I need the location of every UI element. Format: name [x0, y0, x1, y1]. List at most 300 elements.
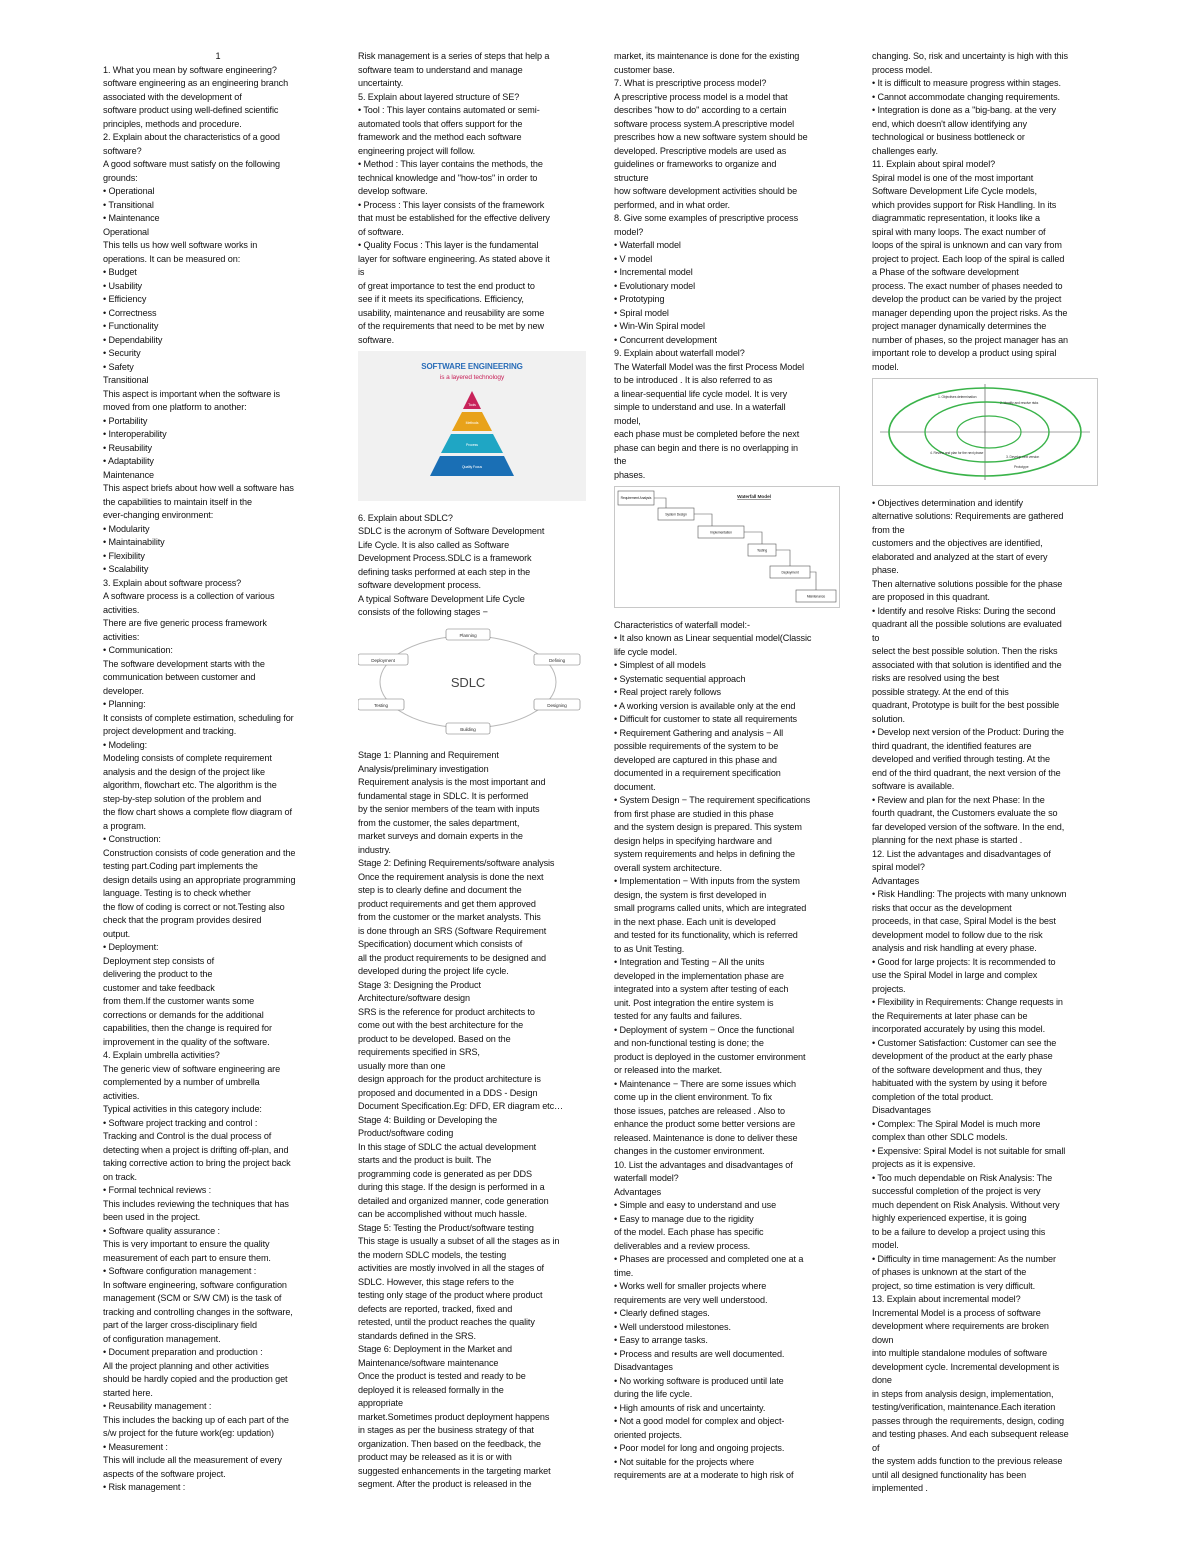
text-line: • Simple and easy to understand and use — [614, 1200, 777, 1210]
text-line: see if it meets its specifications. Efficiency, — [358, 294, 524, 304]
text-line: • Not a good model for complex and object- — [614, 1416, 785, 1426]
text-line: from the customer or the market analysts. This — [358, 912, 541, 922]
text-line: structure — [614, 172, 649, 183]
sdlc-stage-defining — [534, 654, 580, 665]
text-line: • Identify and resolve Risks: During the second — [872, 605, 1056, 616]
text-line: • It also known as Linear sequential model(Classic — [614, 633, 812, 643]
text-line: This stage is usually a subset of all the stages as in — [358, 1236, 560, 1246]
text-line: a program. — [103, 820, 146, 831]
text-line: moved from one platform to another: — [103, 402, 247, 412]
text-line: of configuration management. — [103, 1333, 221, 1344]
text-line: risks that occur as the development — [872, 902, 1012, 913]
text-line: • Too much dependable on Risk Analysis: The — [872, 1172, 1053, 1183]
text-line: corrections or demands for the additional — [103, 1009, 264, 1020]
text-line: organization. Then based on the feedback, the — [358, 1438, 541, 1449]
text-line: software product using well-defined scientific — [103, 105, 279, 115]
text-line: • Spiral model — [614, 307, 669, 318]
text-line: SRS is the reference for product architects to — [358, 1006, 535, 1017]
waterfall-step-maintenance — [796, 590, 836, 602]
text-line: associated with that solution is identified and the — [872, 659, 1062, 670]
svg-text:Testing: Testing — [374, 702, 388, 708]
text-line: software engineering as an engineering branch — [103, 78, 289, 88]
text-line: In this stage of SDLC the actual development — [358, 1141, 537, 1152]
text-line: The Waterfall Model was the first Process Model — [614, 361, 805, 372]
text-line: • Software quality assurance : — [103, 1225, 220, 1236]
text-line: documented in a requirement specification — [614, 768, 781, 778]
text-line: • Cannot accommodate changing requirements. — [872, 91, 1060, 102]
text-line: Typical activities in this category include: — [103, 1104, 262, 1114]
text-line: • Well understood milestones. — [614, 1321, 731, 1332]
text-line: Then alternative solutions possible for the phase — [872, 578, 1063, 589]
text-line: complex than other SDLC models. — [872, 1132, 1008, 1142]
text-line: challenges early. — [872, 145, 938, 156]
pyramid-label-methods: Methods — [465, 421, 479, 425]
text-line: time. — [614, 1267, 634, 1278]
text-line: on track. — [103, 1171, 137, 1182]
pyramid-label-process: Process — [466, 443, 478, 447]
text-line: • Phases are processed and completed one at a — [614, 1254, 804, 1264]
waterfall-step-testing — [748, 544, 776, 556]
text-line: from them.If the customer wants some — [103, 996, 255, 1006]
text-line: • High amounts of risk and uncertainty. — [614, 1402, 766, 1413]
text-line: done — [872, 1375, 892, 1385]
text-line: • Software project tracking and control : — [103, 1117, 258, 1128]
text-line: requirements are very well understood. — [614, 1294, 768, 1305]
text-line: developed and verified through testing. At the — [872, 754, 1050, 764]
text-line: associated with the development of — [103, 91, 242, 102]
text-line: 13. Explain about incremental model? — [872, 1294, 1021, 1304]
text-line: much dependent on Risk Analysis. Without very — [872, 1199, 1060, 1210]
text-line: • Measurement : — [103, 1441, 168, 1452]
text-line: This aspect briefs about how well a software has — [103, 483, 294, 493]
text-line: developed are captured in this phase and — [614, 754, 777, 765]
text-line: fundamental stage in SDLC. It is performed — [358, 790, 529, 801]
col4-text-a — [872, 50, 1100, 374]
text-line: A prescriptive process model is a model that — [614, 91, 788, 102]
text-line: • Poor model for long and ongoing projects. — [614, 1443, 785, 1453]
text-line: s/w project for the future work(eg: updation) — [103, 1428, 274, 1438]
text-line: 3. Explain about software process? — [103, 577, 242, 588]
layered-technology-figure — [358, 351, 586, 506]
text-line: 7. What is prescriptive process model? — [614, 78, 767, 88]
text-line: • Adaptability — [103, 456, 154, 466]
text-line: Advantages — [614, 1186, 662, 1197]
text-line: habituated with the system by using it before — [872, 1078, 1047, 1088]
waterfall-title: Waterfall Model — [737, 495, 771, 500]
text-line: aspects of the software project. — [103, 1468, 226, 1479]
text-line: 11. Explain about spiral model? — [872, 159, 996, 169]
text-line: far developed version of the software. In the end, — [872, 821, 1065, 832]
text-line: important role to develop a product using spiral — [872, 348, 1057, 358]
text-line: describes "how to do" according to a certain — [614, 105, 787, 115]
text-line: uncertainty. — [358, 78, 404, 88]
text-line: performed, and in what order. — [614, 199, 730, 210]
text-line: SDLC is the acronym of Software Development — [358, 526, 545, 536]
text-line: to be introduced . It is also referred to as — [614, 375, 773, 385]
text-line: Stage 5: Testing the Product/software testing — [358, 1222, 534, 1233]
text-line: 9. Explain about waterfall model? — [614, 348, 745, 358]
spiral-quadrant-4: 4. Review and plan for the next phase — [930, 451, 984, 455]
text-line: phase can begin and there is no overlapping in — [614, 442, 798, 453]
text-line: measurement of each part to ensure them. — [103, 1252, 271, 1263]
svg-text:Deployment: Deployment — [371, 657, 395, 663]
text-line: loops of the spiral is unknown and can vary from — [872, 240, 1062, 250]
text-line: • Integration is done as a "big-bang. at the very — [872, 105, 1057, 115]
text-line: project to project. Each loop of the spiral is called — [872, 253, 1065, 264]
text-line: retested, until the product reaches the quality — [358, 1317, 535, 1327]
text-line: quadrant, Prototype is built for the best possible — [872, 700, 1060, 710]
text-line: overall system architecture. — [614, 862, 722, 873]
svg-text:System Design: System Design — [665, 512, 687, 517]
text-line: • Good for large projects: It is recommended to — [872, 956, 1056, 967]
text-line: • Software configuration management : — [103, 1266, 257, 1276]
text-line: guidelines or frameworks to organize and — [614, 159, 777, 169]
text-line: activities: — [103, 631, 140, 642]
text-line: language. Testing is to check whether — [103, 888, 251, 898]
text-line: • Modeling: — [103, 739, 148, 750]
text-line: • Functionality — [103, 321, 159, 331]
waterfall-step-deployment — [770, 566, 810, 578]
text-line: development of the product at the early phase — [872, 1051, 1053, 1061]
svg-text:Requirement Analysis: Requirement Analysis — [620, 496, 652, 500]
text-line: document. — [614, 781, 656, 792]
text-line: of the model. Each phase has specific — [614, 1227, 764, 1237]
text-line: passes through the requirements, design, coding — [872, 1415, 1064, 1426]
text-line: small programs called units, which are integrated — [614, 903, 807, 913]
text-line: project manager dynamically determines the — [872, 321, 1047, 331]
text-line: This includes the backing up of each part of the — [103, 1414, 289, 1425]
text-line: Architecture/software design — [358, 993, 470, 1003]
text-line: • System Design − The requirement specifications — [614, 795, 811, 805]
text-line: • Document preparation and production : — [103, 1347, 263, 1357]
waterfall-figure — [614, 486, 842, 613]
text-line: starts and the product is built. The — [358, 1155, 492, 1165]
waterfall-diagram — [614, 486, 840, 608]
text-line: software. — [358, 334, 394, 345]
text-line: model. — [872, 361, 899, 372]
text-line: are proposed in this quadrant. — [872, 592, 990, 602]
svg-text:Defining: Defining — [548, 657, 566, 663]
column-4 — [872, 50, 1100, 1496]
text-line: Deployment step consists of — [103, 955, 215, 966]
text-line: the flow of coding is correct or not.Testing also — [103, 901, 285, 912]
text-line: • Concurrent development — [614, 334, 717, 345]
text-line: 12. List the advantages and disadvantages of — [872, 848, 1051, 859]
svg-text:Implementation: Implementation — [710, 530, 732, 535]
text-line: number of phases, so the project manager has an — [872, 334, 1068, 345]
text-line: Stage 1: Planning and Requirement — [358, 750, 499, 760]
text-line: developer. — [103, 685, 144, 696]
text-line: implemented . — [872, 1483, 928, 1493]
text-line: risks are resolved using the best — [872, 673, 1000, 683]
text-line: activities. — [103, 1090, 140, 1101]
text-line: changes in the customer environment. — [614, 1146, 765, 1156]
text-line: project development and tracking. — [103, 726, 237, 736]
text-line: completion of the total product. — [872, 1091, 994, 1102]
text-line: communication between customer and — [103, 672, 256, 682]
text-line: during this stage. If the design is performed in a — [358, 1182, 545, 1192]
text-line: • Communication: — [103, 645, 173, 655]
text-line: possible strategy. At the end of this — [872, 686, 1009, 697]
svg-text:Testing: Testing — [756, 548, 768, 553]
text-line: project, so time estimation is very difficult. — [872, 1280, 1036, 1291]
text-line: Maintenance/software maintenance — [358, 1357, 499, 1368]
text-line: proceeds, in that case, Spiral Model is the best — [872, 916, 1056, 926]
text-line: a linear-sequential life cycle model. It is very — [614, 388, 788, 399]
text-line: • Operational — [103, 186, 155, 196]
col2-text-c — [358, 749, 586, 1492]
text-line: • Usability — [103, 280, 142, 291]
text-line: from the — [872, 524, 905, 535]
text-line: the capabilities to maintain itself in the — [103, 496, 252, 507]
text-line: activities. — [103, 604, 140, 615]
text-line: simple to understand and use. In a waterfall — [614, 402, 786, 412]
text-line: A typical Software Development Life Cycle — [358, 593, 525, 604]
text-line: taking corrective action to bring the project back — [103, 1158, 291, 1168]
text-line: come up in the client environment. To fix — [614, 1092, 772, 1102]
text-line: appropriate — [358, 1398, 403, 1408]
text-line: of — [872, 1442, 880, 1453]
text-line: part of the larger cross-disciplinary field — [103, 1320, 257, 1330]
text-line: Stage 3: Designing the Product — [358, 979, 481, 990]
text-line: • Objectives determination and identify — [872, 497, 1023, 508]
text-line: It consists of complete estimation, scheduling for — [103, 712, 294, 723]
text-line: A good software must satisfy on the following — [103, 159, 280, 169]
text-line: deployed it is released formally in the — [358, 1384, 504, 1395]
text-line: • Maintainability — [103, 537, 165, 547]
text-line: of the requirements that need to be met by new — [358, 321, 544, 331]
text-line: analysis and the design of the project like — [103, 766, 266, 777]
pyramid-diagram — [358, 351, 586, 501]
text-line: Characteristics of waterfall model:- — [614, 619, 750, 630]
text-line: prescribes how a new software system should be — [614, 132, 808, 142]
text-line: fourth quadrant, the Customers evaluate the so — [872, 808, 1058, 818]
column-3 — [614, 50, 842, 1483]
text-line: projects as it is expensive. — [872, 1159, 976, 1169]
text-line: Operational — [103, 226, 149, 237]
text-line: released. Maintenance is done to deliver these — [614, 1132, 798, 1143]
text-line: • Dependability — [103, 334, 163, 345]
text-line: ever-changing environment: — [103, 510, 214, 520]
text-line: SDLC. However, this stage refers to the — [358, 1276, 514, 1287]
text-line: • Maintenance − There are some issues which — [614, 1078, 796, 1089]
spiral-quadrant-2: 2. Identify and resolve risks — [1000, 401, 1039, 405]
text-line: each phase must be completed before the next — [614, 429, 800, 439]
text-line: proposed and documented in a DDS - Design — [358, 1087, 538, 1098]
text-line: come out with the best architecture for the — [358, 1020, 524, 1030]
text-line: development cycle. Incremental development is — [872, 1361, 1060, 1372]
text-line: requirements specified in SRS, — [358, 1047, 480, 1057]
text-line: software is available. — [872, 781, 955, 791]
text-line: third quadrant, the identified features are — [872, 740, 1032, 751]
column-2 — [358, 50, 586, 1492]
text-line: Analysis/preliminary investigation — [358, 763, 489, 774]
text-line: This includes reviewing the techniques that has — [103, 1198, 289, 1209]
text-line: management (SCM or S/W CM) is the task of — [103, 1293, 282, 1303]
text-line: model? — [614, 226, 644, 237]
text-line: phases. — [614, 469, 646, 480]
text-line: suggested enhancements in the targeting market — [358, 1465, 551, 1476]
text-line: is done through an SRS (Software Requirement — [358, 925, 547, 936]
text-line: end, which doesn't allow identifying any — [872, 118, 1027, 129]
text-line: • Win-Win Spiral model — [614, 321, 705, 331]
spiral-diagram — [872, 378, 1098, 486]
sdlc-stage-deployment — [358, 654, 408, 665]
text-line: • Prototyping — [614, 294, 665, 304]
text-line: • Complex: The Spiral Model is much more — [872, 1118, 1041, 1129]
text-line: • Easy to manage due to the rigidity — [614, 1213, 754, 1224]
text-line: software development process. — [358, 580, 481, 590]
sdlc-stage-building — [446, 723, 490, 734]
text-line: waterfall model? — [614, 1173, 679, 1183]
svg-text:Maintenance: Maintenance — [806, 594, 826, 599]
text-line: • Deployment of system − Once the functional — [614, 1024, 794, 1035]
text-line: customer and take feedback — [103, 982, 215, 993]
svg-text:Designing: Designing — [547, 702, 567, 708]
text-line: the flow chart shows a complete flow diagram of — [103, 807, 292, 817]
text-line: life cycle model. — [614, 646, 677, 657]
text-line: and the system design is prepared. This system — [614, 822, 802, 832]
column-1 — [103, 50, 333, 1495]
text-line: oriented projects. — [614, 1429, 682, 1440]
text-line: • Customer Satisfaction: Customer can see the — [872, 1037, 1057, 1048]
text-line: of the software development and thus, they — [872, 1064, 1042, 1075]
text-line: • Flexibility in Requirements: Change requests in — [872, 997, 1063, 1007]
text-line: technical knowledge and "how-tos" in order to — [358, 172, 538, 183]
text-line: how software development activities should be — [614, 186, 798, 196]
text-line: • V model — [614, 253, 653, 264]
text-line: • Difficult for customer to state all requirements — [614, 714, 797, 724]
text-line: • Formal technical reviews : — [103, 1185, 212, 1195]
text-line: been used in the project. — [103, 1212, 201, 1222]
text-line: • Maintenance — [103, 213, 160, 223]
text-line: • Tool : This layer contains automated or semi- — [358, 105, 540, 115]
text-line: • Correctness — [103, 307, 157, 318]
text-line: tracking and controlling changes in the software, — [103, 1306, 293, 1317]
text-line: can be accomplished without much hassle. — [358, 1209, 527, 1219]
text-line: highly experienced expertise, it is going — [872, 1213, 1027, 1223]
text-line: detecting when a project is drifting off-plan, and — [103, 1144, 289, 1155]
text-line: step-by-step solution of the problem and — [103, 793, 262, 804]
text-line: software process system.A prescriptive model — [614, 118, 795, 129]
text-line: until all designed functionality has been — [872, 1469, 1027, 1480]
text-line: • It is difficult to measure progress within stages. — [872, 78, 1061, 88]
text-line: • Incremental model — [614, 267, 693, 277]
col2-text-a — [358, 50, 586, 347]
text-line: developed in the implementation phase are — [614, 970, 784, 981]
text-line: spiral model? — [872, 862, 925, 872]
text-line: • A working version is available only at the end — [614, 700, 796, 711]
text-line: detailed and organized manner, code generation — [358, 1195, 549, 1206]
text-line: The software development starts with the — [103, 658, 265, 669]
text-line: • Process : This layer consists of the framework — [358, 199, 545, 210]
text-line: or released into the market. — [614, 1065, 722, 1075]
text-line: and non-functional testing is done; the — [614, 1038, 764, 1048]
text-line: that must be established for the effective delivery — [358, 213, 550, 223]
text-line: • Systematic sequential approach — [614, 673, 746, 684]
col1-text — [103, 64, 333, 1495]
text-line: • Reusability management : — [103, 1401, 212, 1411]
text-line: Disadvantages — [614, 1362, 673, 1372]
text-line: design details using an appropriate programming — [103, 874, 296, 885]
text-line: usually more than one — [358, 1060, 446, 1071]
text-line: Once the requirement analysis is done the next — [358, 871, 544, 882]
text-line: Stage 4: Building or Developing the — [358, 1114, 498, 1125]
sdlc-stage-testing — [358, 699, 404, 710]
sdlc-figure — [358, 624, 586, 744]
text-line: Specification) document which consists of — [358, 939, 523, 949]
text-line: layer for software engineering. As stated above it — [358, 253, 550, 264]
text-line: Product/software coding — [358, 1128, 454, 1138]
text-line: diagrammatic representation, it looks like a — [872, 213, 1040, 223]
text-line: which provides support for Risk Handling. In its — [872, 199, 1057, 210]
text-line: development model to follow due to the risk — [872, 929, 1043, 940]
text-line: in steps from analysis design, implementation, — [872, 1388, 1054, 1399]
text-line: Development Process.SDLC is a framework — [358, 553, 532, 563]
text-line: complemented by a number of umbrella — [103, 1077, 260, 1087]
text-line: delivering the product to the — [103, 969, 213, 979]
text-line: The generic view of software engineering are — [103, 1063, 281, 1074]
text-line: • Scalability — [103, 564, 149, 574]
text-line: the modern SDLC models, the testing — [358, 1249, 507, 1260]
text-line: A software process is a collection of various — [103, 591, 275, 601]
text-line: • Requirement Gathering and analysis − All — [614, 727, 784, 738]
text-line: Document Specification.Eg: DFD, ER diagram etc… — [358, 1101, 564, 1111]
text-line: defining tasks performed at each step in the — [358, 566, 531, 577]
text-line: and testing phases. And each subsequent release — [872, 1429, 1069, 1439]
text-line: market surveys and domain experts in the — [358, 831, 523, 841]
text-line: develop software. — [358, 186, 428, 196]
text-line: changing. So, risk and uncertainty is high with this — [872, 51, 1068, 61]
text-line: down — [872, 1334, 894, 1345]
text-line: • Method : This layer contains the methods, the — [358, 159, 543, 169]
text-line: Disadvantages — [872, 1105, 931, 1115]
col4-text-b — [872, 497, 1100, 1496]
text-line: should be hardly copied and the production get — [103, 1374, 288, 1384]
text-line: standards defined in the SRS. — [358, 1330, 476, 1341]
text-line: Construction consists of code generation and the — [103, 847, 296, 858]
text-line: programming code is generated as per DDS — [358, 1168, 532, 1179]
col3-text-a — [614, 50, 842, 482]
text-line: industry. — [358, 844, 391, 855]
text-line: of great importance to test the end product to — [358, 280, 535, 291]
text-line: • Develop next version of the Product: During the — [872, 727, 1064, 737]
text-line: output. — [103, 928, 131, 939]
text-line: developed during the project life cycle. — [358, 966, 509, 976]
svg-text:Deployment: Deployment — [781, 570, 799, 575]
text-line: of phases is unknown at the start of the — [872, 1267, 1027, 1277]
text-line: segment. After the product is released in the — [358, 1479, 532, 1489]
text-line: 5. Explain about layered structure of SE? — [358, 91, 520, 102]
text-line: incorporated accurately by using this model. — [872, 1024, 1046, 1034]
text-line: unit. Post integration the entire system is — [614, 997, 774, 1008]
text-line: All the project planning and other activities — [103, 1360, 269, 1371]
text-line: Life Cycle. It is also called as Software — [358, 539, 510, 550]
text-line: a Phase of the software development — [872, 267, 1019, 277]
text-line: market, its maintenance is done for the existing — [614, 51, 800, 61]
text-line: from the customer, the sales department, — [358, 817, 520, 828]
text-line: 10. List the advantages and disadvantages of — [614, 1159, 793, 1170]
waterfall-step-design — [658, 508, 694, 520]
text-line: model. — [872, 1240, 899, 1250]
text-line: check that the program provides desired — [103, 915, 262, 925]
spiral-quadrant-3: 3. Develop next version — [1006, 455, 1040, 459]
text-line: the — [614, 456, 627, 466]
text-line: Requirement analysis is the most important and — [358, 777, 546, 787]
text-line: possible requirements of the system to be — [614, 741, 779, 751]
text-line: consists of the following stages − — [358, 607, 488, 617]
text-line: planning for the next phase is started . — [872, 835, 1023, 845]
